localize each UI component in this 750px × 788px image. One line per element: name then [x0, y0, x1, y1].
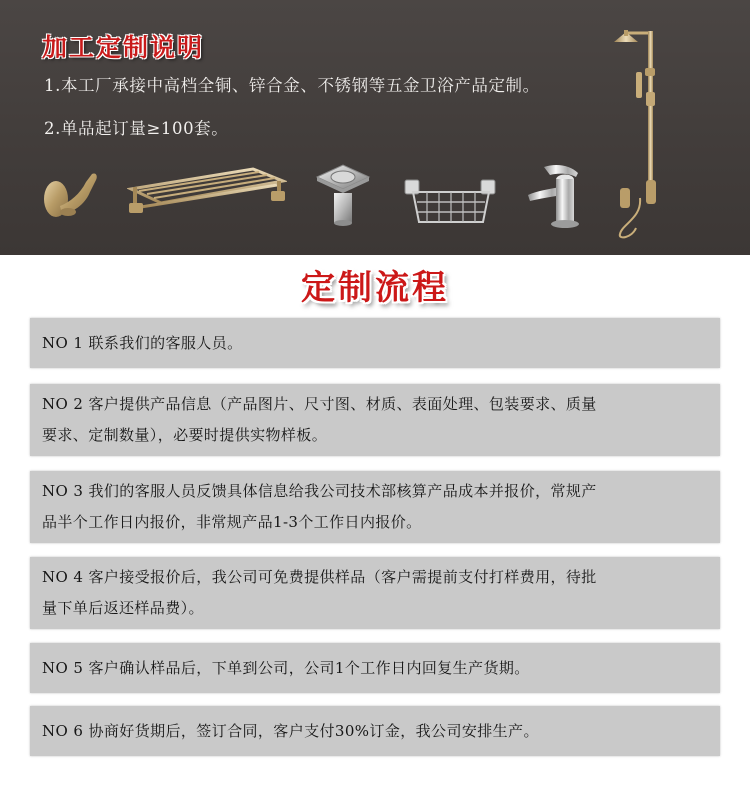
- basin-faucet-image: [526, 161, 588, 231]
- step-2-line-1: NO 2 客户提供产品信息（产品图片、尺寸图、材质、表面处理、包装要求、质量: [42, 395, 597, 413]
- step-5-line-1: NO 5 客户确认样品后，下单到公司，公司1个工作日内回复生产货期。: [42, 658, 530, 677]
- step-4-line-2: 量下单后返还样品费）。: [42, 599, 204, 617]
- step-box-4: [30, 557, 720, 629]
- step-2-line-2: 要求、定制数量），必要时提供实物样板。: [42, 426, 328, 444]
- banner: [0, 0, 750, 255]
- towel-rack-image: [127, 163, 287, 221]
- step-box-2: [30, 384, 720, 456]
- banner-line-1: 1.本工厂承接中高档全铜、锌合金、不锈钢等五金卫浴产品定制。: [44, 76, 540, 95]
- step-3-line-1: NO 3 我们的客服人员反馈具体信息给我公司技术部核算产品成本并报价，常规产: [42, 482, 597, 500]
- banner-title: 加工定制说明: [42, 33, 205, 62]
- robe-hook-image: [40, 168, 106, 220]
- step-4-line-1: NO 4 客户接受报价后，我公司可免费提供样品（客户需提前支付打样费用，待批: [42, 568, 597, 586]
- step-box-5: [30, 643, 720, 693]
- section-title: 定制流程: [301, 268, 449, 308]
- floor-drain-image: [313, 163, 373, 229]
- banner-line-2: 2.单品起订量≥100套。: [44, 119, 229, 138]
- step-1-line-1: NO 1 联系我们的客服人员。: [42, 333, 243, 352]
- soap-basket-image: [403, 172, 497, 228]
- step-box-1: [30, 318, 720, 368]
- shower-set-image: [606, 28, 664, 240]
- step-6-line-1: NO 6 协商好货期后，签订合同，客户支付30%订金，我公司安排生产。: [42, 721, 539, 740]
- step-box-6: [30, 706, 720, 756]
- step-3-line-2: 品半个工作日内报价，非常规产品1-3个工作日内报价。: [42, 513, 422, 531]
- step-box-3: [30, 471, 720, 543]
